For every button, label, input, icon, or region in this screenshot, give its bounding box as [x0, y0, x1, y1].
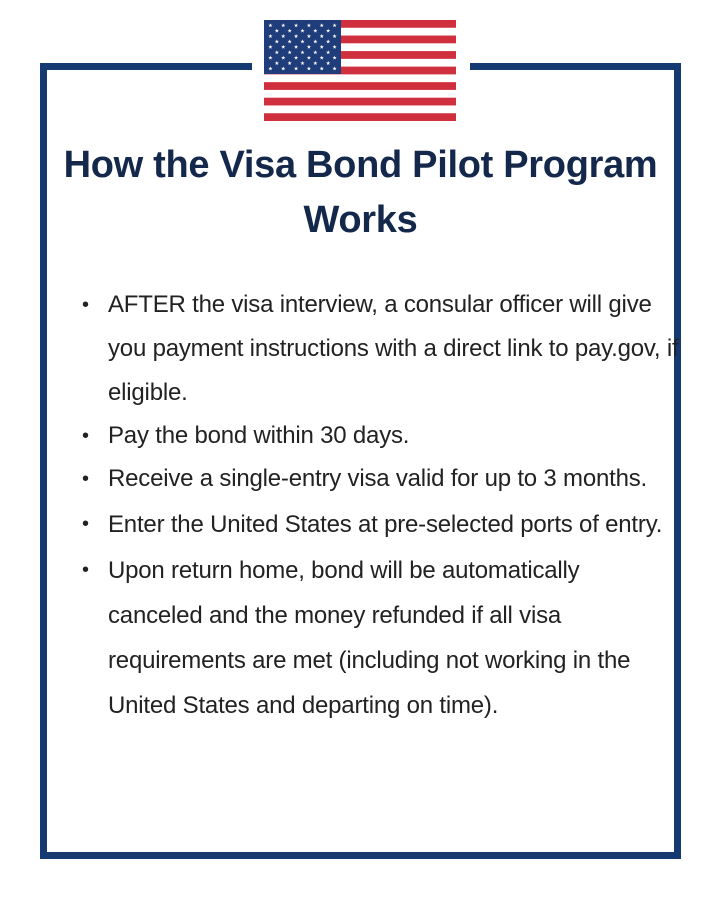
- bullet-icon: •: [82, 468, 89, 490]
- list-item: [80, 415, 680, 457]
- bullet-icon: •: [82, 559, 89, 581]
- list-item: [80, 501, 680, 548]
- list-item: [80, 548, 680, 728]
- bullet-icon: •: [82, 425, 89, 447]
- bullet-text: Receive a single-entry visa valid for up to 3 months.: [108, 465, 647, 492]
- bullet-text: Pay the bond within 30 days.: [108, 422, 410, 449]
- bullet-icon: •: [82, 294, 89, 316]
- page-title: How the Visa Bond Pilot Program Works: [63, 144, 658, 241]
- bullet-text: Upon return home, bond will be automatically canceled and the money refunded if all visa requirements are met (including not working in the United States and departing on time).: [108, 557, 631, 719]
- bullet-text: Enter the United States at pre-selected ports of entry.: [108, 511, 663, 538]
- bullet-list: [80, 283, 680, 728]
- list-item: [80, 283, 680, 415]
- bullet-text: AFTER the visa interview, a consular officer will give you payment instructions with a direct link to pay.gov, if eligible.: [108, 291, 679, 406]
- bullet-icon: •: [82, 513, 89, 535]
- us-flag-icon: [264, 20, 456, 121]
- list-item: [80, 457, 680, 501]
